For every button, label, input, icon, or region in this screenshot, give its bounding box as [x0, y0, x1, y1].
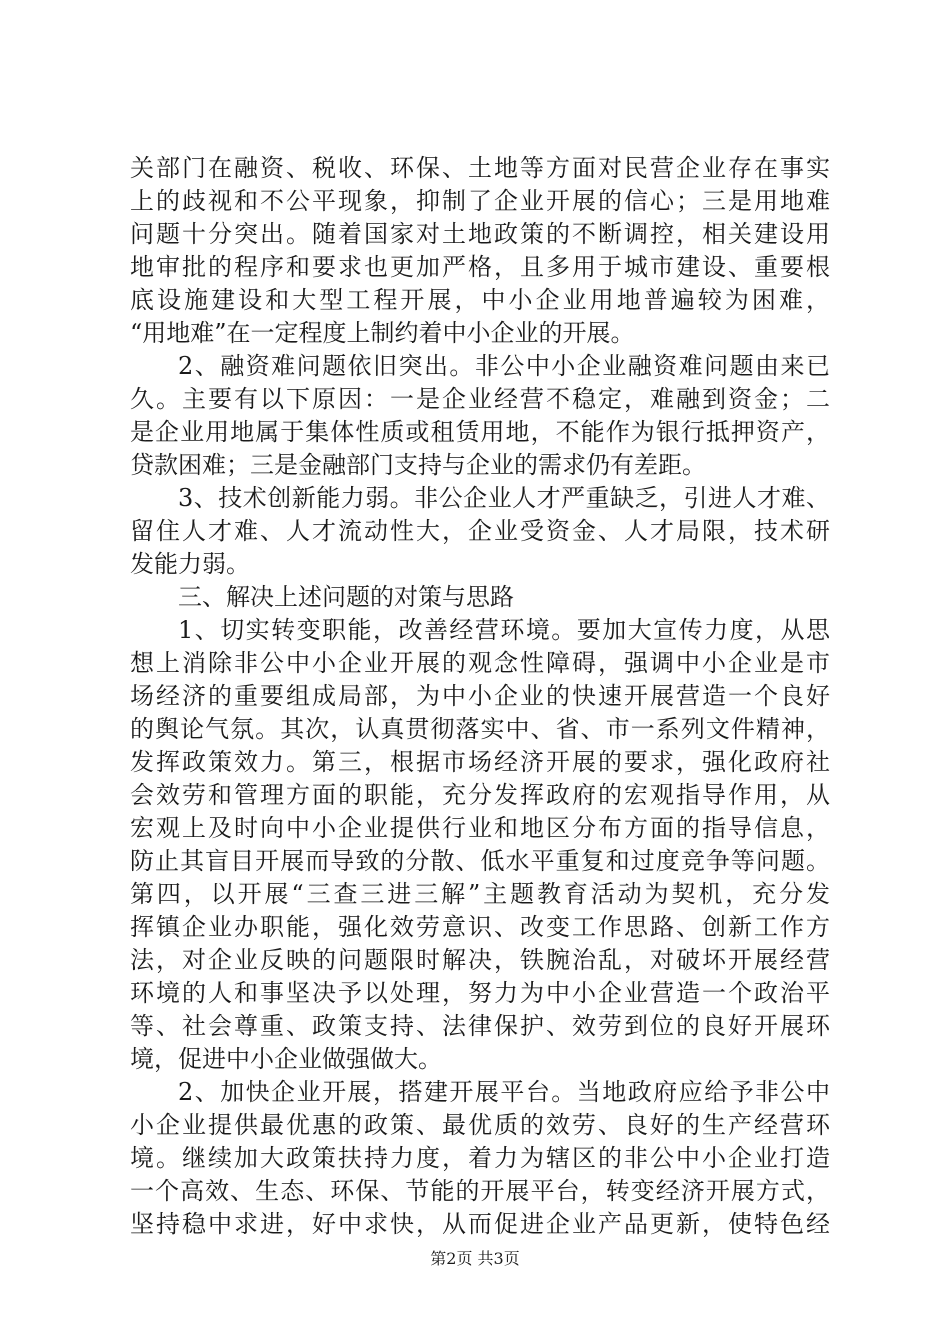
text-line: 坚持稳中求进，好中求快，从而促进企业产品更新，使特色经 — [130, 1210, 830, 1238]
text-line: 防止其盲目开展而导致的分散、低水平重复和过度竞争等问题。 — [130, 847, 830, 875]
text-line: 会效劳和管理方面的职能，充分发挥政府的宏观指导作用，从 — [130, 781, 830, 809]
text-line: 贷款困难；三是金融部门支持与企业的需求仍有差距。 — [130, 451, 706, 479]
text-line: 的舆论气氛。其次，认真贯彻落实中、省、市一系列文件精神， — [130, 715, 830, 743]
text-line: 等、社会尊重、政策支持、法律保护、效劳到位的良好开展环 — [130, 1012, 830, 1040]
text-line: 想上消除非公中小企业开展的观念性障碍，强调中小企业是市 — [130, 649, 830, 677]
text-line: 3、技术创新能力弱。非公企业人才严重缺乏，引进人才难、 — [178, 484, 830, 512]
text-line: 2、加快企业开展，搭建开展平台。当地政府应给予非公中 — [178, 1078, 830, 1106]
document-body — [130, 152, 830, 1241]
text-line: 第四，以开展“三查三进三解”主题教育活动为契机，充分发 — [130, 880, 830, 908]
text-line: 2、融资难问题依旧突出。非公中小企业融资难问题由来已 — [178, 352, 830, 380]
text-line: 1、切实转变职能，改善经营环境。要加大宣传力度，从思 — [178, 616, 830, 644]
text-line: 境，促进中小企业做强做大。 — [130, 1045, 442, 1073]
text-line: 场经济的重要组成局部，为中小企业的快速开展营造一个良好 — [130, 682, 830, 710]
text-line: 环境的人和事坚决予以处理，努力为中小企业营造一个政治平 — [130, 979, 830, 1007]
text-line: 底设施建设和大型工程开展，中小企业用地普遍较为困难， — [130, 286, 830, 314]
page-number-label: 第2页 共3页 — [430, 1249, 520, 1268]
text-line: 挥镇企业办职能，强化效劳意识、改变工作思路、创新工作方 — [130, 913, 830, 941]
text-line: 境。继续加大政策扶持力度，着力为辖区的非公中小企业打造 — [130, 1144, 830, 1172]
text-line: 问题十分突出。随着国家对土地政策的不断调控，相关建设用 — [130, 220, 830, 248]
text-line: 法，对企业反映的问题限时解决，铁腕治乱，对破坏开展经营 — [130, 946, 830, 974]
text-line: 发挥政策效力。第三，根据市场经济开展的要求，强化政府社 — [130, 748, 830, 776]
text-line: 一个高效、生态、环保、节能的开展平台，转变经济开展方式， — [130, 1177, 830, 1205]
text-line: 三、解决上述问题的对策与思路 — [178, 583, 514, 611]
text-line: 久。主要有以下原因：一是企业经营不稳定，难融到资金；二 — [130, 385, 830, 413]
text-line: 关部门在融资、税收、环保、土地等方面对民营企业存在事实 — [130, 154, 830, 182]
text-line: 留住人才难、人才流动性大，企业受资金、人才局限，技术研 — [130, 517, 830, 545]
page-footer — [0, 1249, 950, 1269]
text-line: 上的歧视和不公平现象，抑制了企业开展的信心；三是用地难 — [130, 187, 830, 215]
text-line: 发能力弱。 — [130, 550, 250, 578]
text-line: 是企业用地属于集体性质或租赁用地，不能作为银行抵押资产， — [130, 418, 830, 446]
text-line: “用地难”在一定程度上制约着中小企业的开展。 — [130, 319, 635, 347]
text-line: 小企业提供最优惠的政策、最优质的效劳、良好的生产经营环 — [130, 1111, 830, 1139]
text-line: 宏观上及时向中小企业提供行业和地区分布方面的指导信息， — [130, 814, 830, 842]
text-line: 地审批的程序和要求也更加严格，且多用于城市建设、重要根 — [130, 253, 830, 281]
